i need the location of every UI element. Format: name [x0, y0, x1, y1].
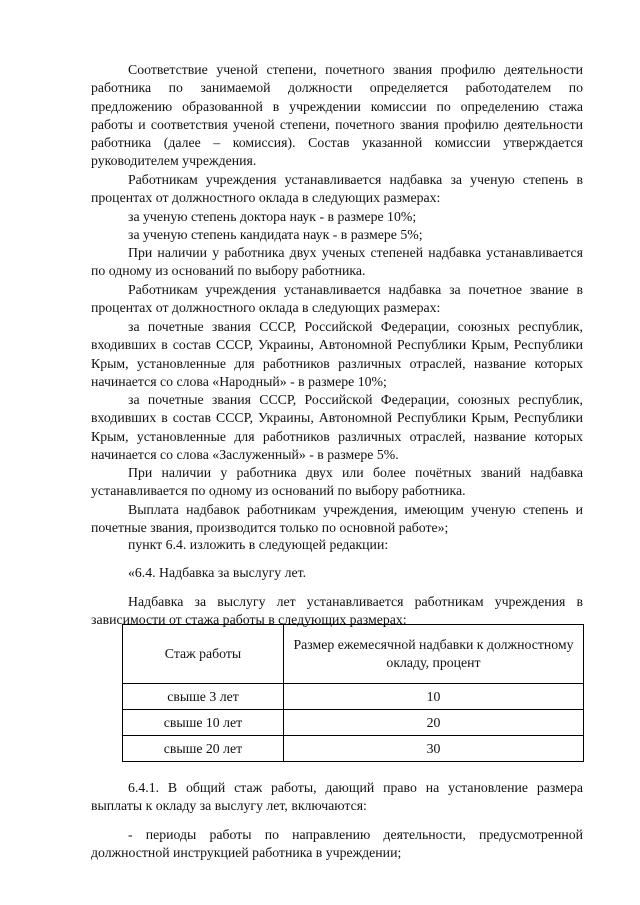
paragraph-zasluzhenny-title: за почетные звания СССР, Российской Федерации, союзных республик, входивших в состав СССР, Украины, Автономной Республики Крым, Республики Крым, установленные для работников различных отраслей, название которых начинается со слова «Заслуженный» - в размере 5%.	[91, 392, 583, 462]
table-intro: Надбавка за выслугу лет устанавливается работникам учреждения в зависимости от стажа работы в следующих размерах:	[91, 594, 583, 628]
paragraph-candidate-degree: за ученую степень кандидата наук - в размере 5%;	[128, 227, 423, 242]
section-heading: «6.4. Надбавка за выслугу лет.	[128, 565, 307, 580]
table-header-bonus-size: Размер ежемесячной надбавки к должностному окладу, процент	[284, 625, 584, 684]
table-header-experience: Стаж работы	[123, 625, 284, 684]
table-cell-experience: свыше 20 лет	[123, 736, 284, 762]
paragraph-doctor-degree: за ученую степень доктора наук - в размере 10%;	[128, 209, 417, 224]
paragraph-narodny-title: за почетные звания СССР, Российской Федерации, союзных республик, входивших в состав СССР, Украины, Автономной Республики Крым, Республики Крым, установленные для работников различных отраслей, название которых начинается со слова «Народный» - в размере 10%;	[91, 319, 583, 389]
table-cell-percent: 20	[284, 710, 584, 736]
table-cell-experience: свыше 3 лет	[123, 684, 284, 710]
paragraph-main-work-only: Выплата надбавок работникам учреждения, имеющим ученую степень и почетные звания, производится только по основной работе»;	[91, 502, 583, 536]
paragraph-degree-bonus-intro: Работникам учреждения устанавливается надбавка за ученую степень в процентах от должностного оклада в следующих размерах:	[91, 172, 583, 206]
table-row	[123, 736, 584, 762]
item-instruction: пункт 6.4. изложить в следующей редакции:	[128, 537, 389, 552]
table-cell-percent: 30	[284, 736, 584, 762]
table-row	[123, 684, 584, 710]
paragraph-title-bonus-intro: Работникам учреждения устанавливается надбавка за почетное звание в процентах от должностного оклада в следующих размерах:	[91, 282, 583, 316]
paragraph-two-degrees: При наличии у работника двух ученых степеней надбавка устанавливается по одному из оснований по выбору работника.	[91, 245, 583, 279]
table-row	[123, 710, 584, 736]
table-cell-experience: свыше 10 лет	[123, 710, 284, 736]
table-header-row	[123, 625, 584, 684]
seniority-table	[122, 624, 584, 762]
paragraph-degree-conformity: Соответствие ученой степени, почетного звания профилю деятельности работника по занимаемой должности определяется работодателем по предложению образованной в учреждении комиссии по определению стажа работы и соответствия ученой степени, почетного звания профилю деятельности работника (далее – комиссия). Состав указанной комиссии утверждается руководителем учреждения.	[91, 62, 583, 169]
subsection-6-4-1: 6.4.1. В общий стаж работы, дающий право на установление размера выплаты к окладу за выслугу лет, включаются:	[91, 780, 583, 814]
list-item-work-periods: - периоды работы по направлению деятельности, предусмотренной должностной инструкцией работника в учреждении;	[91, 827, 583, 861]
paragraph-two-titles: При наличии у работника двух или более почётных званий надбавка устанавливается по одному из оснований по выбору работника.	[91, 465, 583, 499]
table-cell-percent: 10	[284, 684, 584, 710]
